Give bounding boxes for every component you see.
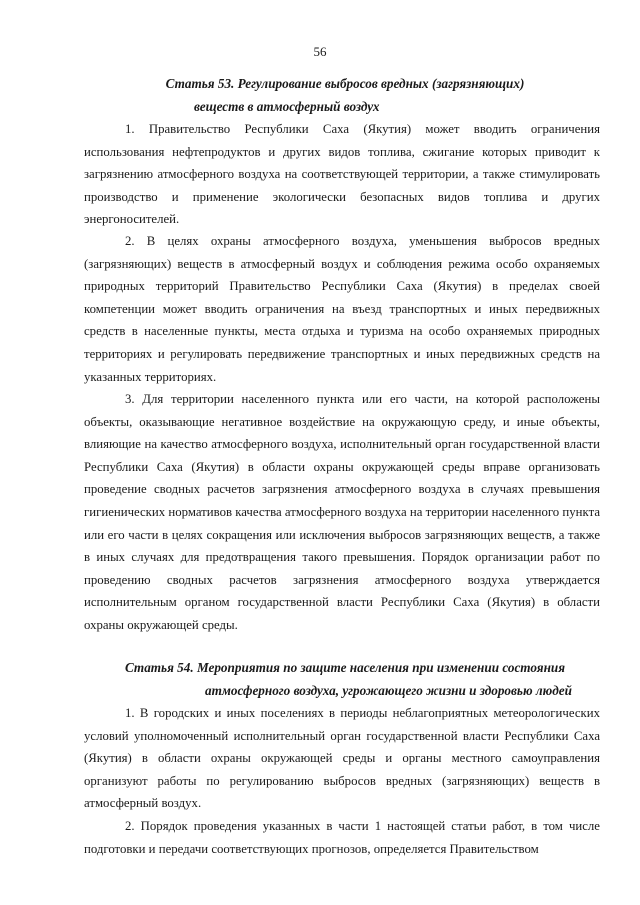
- article-54-heading: [90, 656, 600, 702]
- article-54-heading-line1: Статья 54. Мероприятия по защите населения при изменении состояния: [124, 660, 566, 675]
- article-53-heading-line1: Статья 53. Регулирование выбросов вредных (загрязняющих): [165, 76, 525, 91]
- page-number: 56: [313, 44, 327, 59]
- article-53-paragraph-1: 1. Правительство Республики Саха (Якутия) может вводить ограничения использования нефтепродуктов и других видов топлива, сжигание которых приводит к загрязнению атмосферного воздуха на соответствующей территории, а также стимулировать производство и применение экологически безопасных видов топлива и других энергоносителей.: [84, 122, 600, 227]
- article-53-paragraph-2: 2. В целях охраны атмосферного воздуха, уменьшения выбросов вредных (загрязняющих) веществ в атмосферный воздух и соблюдения режима особо охраняемых природных территорий Правительство Республики Саха (Якутия) в пределах своей компетенции может вводить ограничения на въезд транспортных и иных передвижных средств в населенные пункты, места отдыха и туризма на особо охраняемых природных территориях и регулировать передвижение транспортных и иных передвижных средств на указанных территориях.: [84, 234, 600, 384]
- article-54-paragraph-2: 2. Порядок проведения указанных в части 1 настоящей статьи работ, в том числе подготовки и передачи соответствующих прогнозов, определяется Правительством: [84, 819, 600, 856]
- article-54-heading-line2: атмосферного воздуха, угрожающего жизни и здоровью людей: [205, 683, 572, 698]
- article-53-heading-line2: веществ в атмосферный воздух: [194, 99, 380, 114]
- article-53-paragraph-3: 3. Для территории населенного пункта или его части, на которой расположены объекты, оказывающие негативное воздействие на окружающую среду, и иные объекты, влияющие на качество атмосферного воздуха, исполнительный орган государственной власти Республики Саха (Якутия) в области охраны окружающей среды вправе организовать проведение сводных расчетов загрязнения атмосферного воздуха в случаях превышения гигиенических нормативов качества атмосферного воздуха на территории населенного пункта или его части в целях сокращения или исключения выбросов загрязняющих веществ, а также в иных случаях для предотвращения такого превышения. Порядок организации работ по проведению сводных расчетов загрязнения атмосферного воздуха утверждается исполнительным органом государственной власти Республики Саха (Якутия) в области охраны окружающей среды.: [84, 392, 600, 632]
- article-53-heading: [90, 72, 600, 118]
- article-54-paragraph-1: 1. В городских и иных поселениях в периоды неблагоприятных метеорологических условий уполномоченный исполнительный орган государственной власти Республики Саха (Якутия) в области охраны окружающей среды и органы местного самоуправления организуют работы по регулированию выбросов вредных (загрязняющих) веществ в атмосферный воздух.: [84, 706, 600, 811]
